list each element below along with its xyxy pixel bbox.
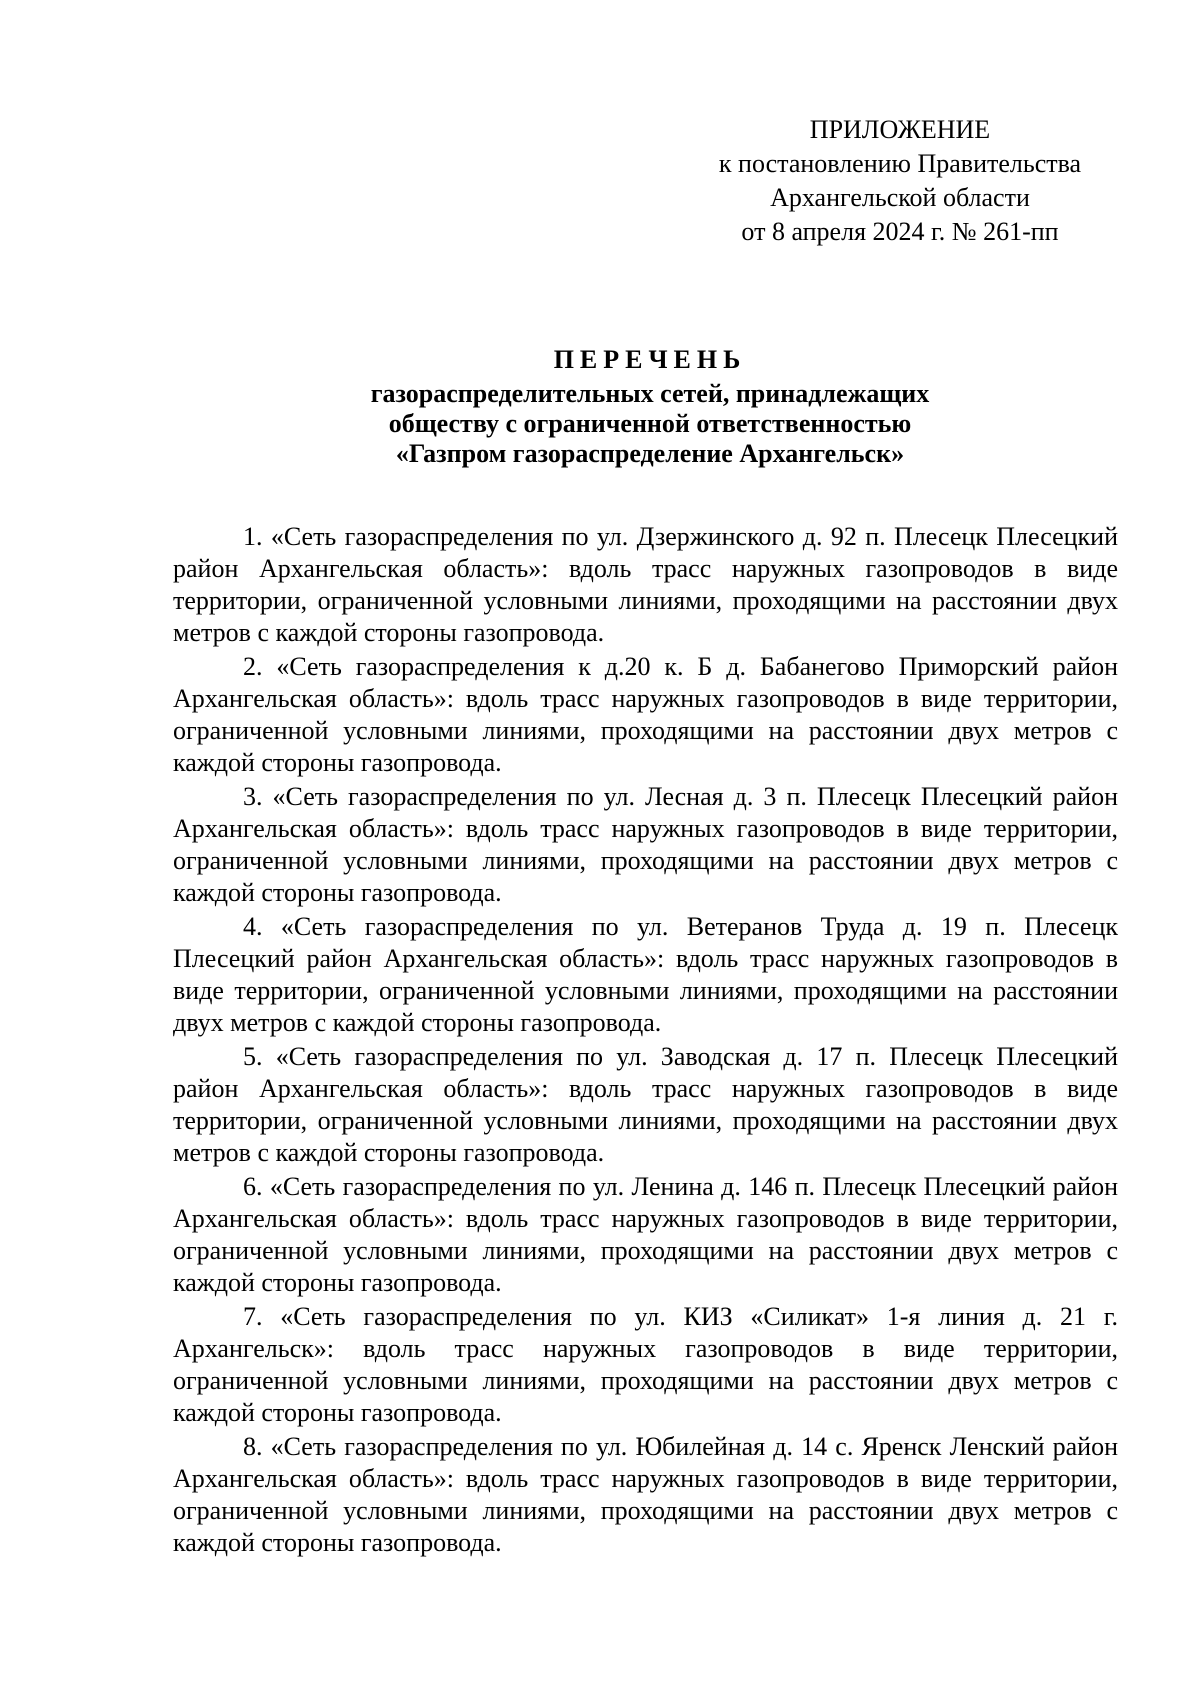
list-item: 2. «Сеть газораспределения к д.20 к. Б д. Бабанегово Приморский район Архангельская область»: вдоль трасс наружных газопроводов в виде территории, ограниченной условными линиями, проходящими на расстоянии двух метров с каждой стороны газопровода.: [173, 652, 1118, 777]
appendix-title: ПРИЛОЖЕНИЕ: [809, 115, 991, 144]
appendix-date-number: от 8 апреля 2024 г. № 261-пп: [741, 217, 1059, 246]
title-line-2: обществу с ограниченной ответственностью: [388, 409, 912, 438]
list-item: 8. «Сеть газораспределения по ул. Юбилейная д. 14 с. Яренск Ленский район Архангельская область»: вдоль трасс наружных газопроводов в виде территории, ограниченной условными линиями, проходящими на расстоянии двух метров с каждой стороны газопровода.: [173, 1432, 1118, 1557]
list-item: 4. «Сеть газораспределения по ул. Ветеранов Труда д. 19 п. Плесецк Плесецкий район Архангельская область»: вдоль трасс наружных газопроводов в виде территории, ограниченной условными линиями, проходящими на расстоянии двух метров с каждой стороны газопровода.: [173, 912, 1118, 1037]
appendix-reference: к постановлению Правительства: [718, 149, 1082, 178]
title-line-1: газораспределительных сетей, принадлежащих: [370, 379, 930, 408]
list-item: 1. «Сеть газораспределения по ул. Дзержинского д. 92 п. Плесецк Плесецкий район Архангельская область»: вдоль трасс наружных газопроводов в виде территории, ограниченной условными линиями, проходящими на расстоянии двух метров с каждой стороны газопровода.: [173, 522, 1118, 647]
title-heading: ПЕРЕЧЕНЬ: [553, 345, 747, 374]
list-item: 7. «Сеть газораспределения по ул. КИЗ «Силикат» 1-я линия д. 21 г. Архангельск»: вдоль трасс наружных газопроводов в виде территории, ограниченной условными линиями, проходящими на расстоянии двух метров с каждой стороны газопровода.: [173, 1302, 1118, 1427]
title-line-3: «Газпром газораспределение Архангельск»: [395, 439, 905, 468]
appendix-region: Архангельской области: [770, 183, 1030, 212]
list-item: 5. «Сеть газораспределения по ул. Заводская д. 17 п. Плесецк Плесецкий район Архангельская область»: вдоль трасс наружных газопроводов в виде территории, ограниченной условными линиями, проходящими на расстоянии двух метров с каждой стороны газопровода.: [173, 1042, 1118, 1167]
item-list: [173, 521, 1118, 1561]
appendix-header: [700, 113, 1100, 249]
list-item: 3. «Сеть газораспределения по ул. Лесная д. 3 п. Плесецк Плесецкий район Архангельская область»: вдоль трасс наружных газопроводов в виде территории, ограниченной условными линиями, проходящими на расстоянии двух метров с каждой стороны газопровода.: [173, 782, 1118, 907]
document-title: [170, 345, 1130, 469]
list-item: 6. «Сеть газораспределения по ул. Ленина д. 146 п. Плесецк Плесецкий район Архангельская область»: вдоль трасс наружных газопроводов в виде территории, ограниченной условными линиями, проходящими на расстоянии двух метров с каждой стороны газопровода.: [173, 1172, 1118, 1297]
